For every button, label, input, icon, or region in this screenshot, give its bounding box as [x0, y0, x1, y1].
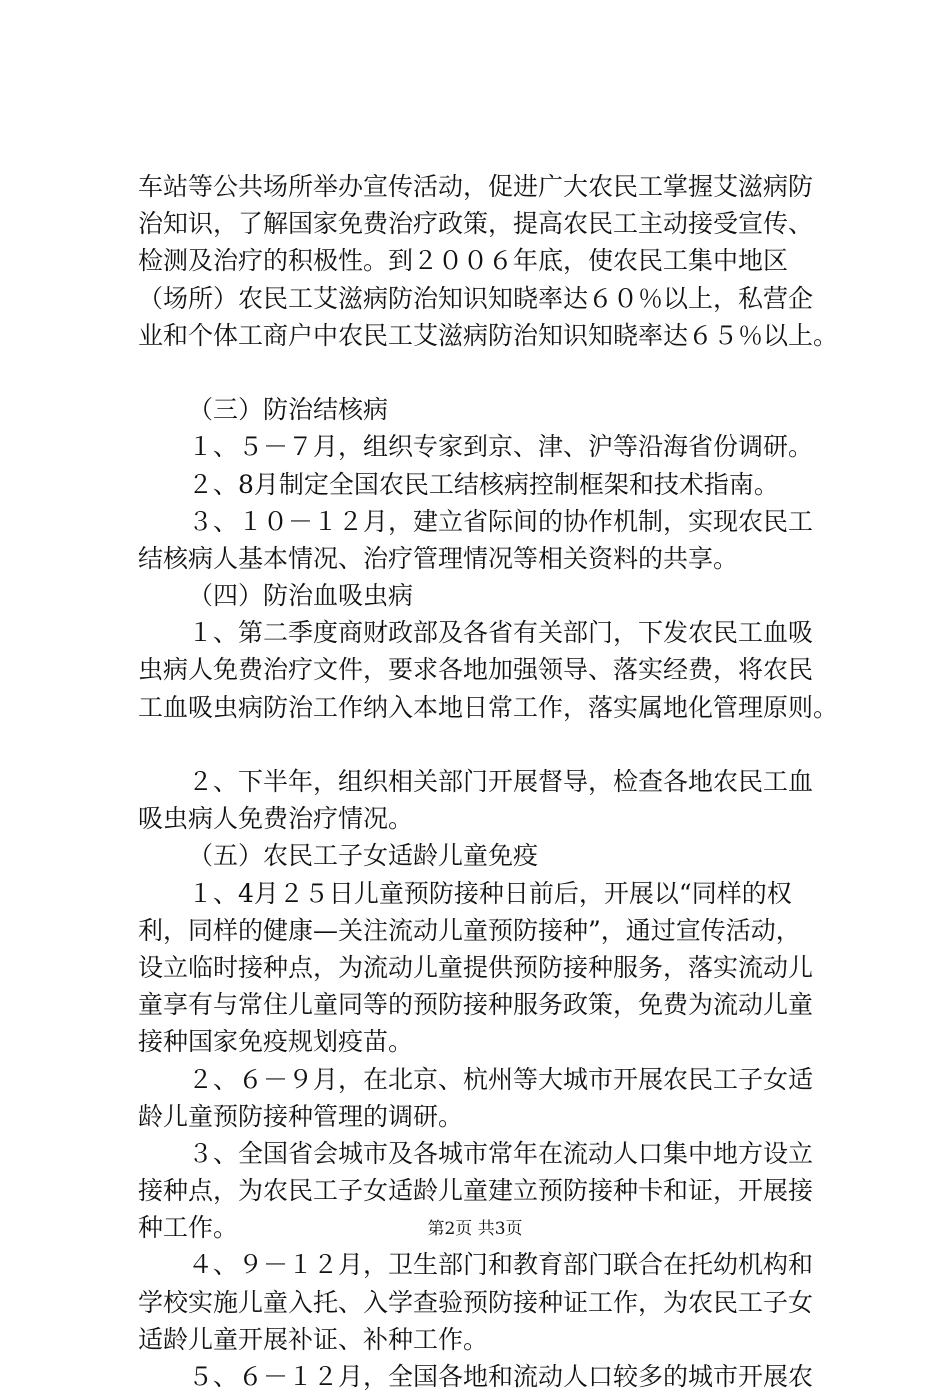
text-line: 业和个体工商户中农民工艾滋病防治知识知晓率达６５％以上。 [138, 320, 839, 350]
text-line: １、第二季度商财政部及各省有关部门，下发农民工血吸 [188, 618, 814, 648]
paragraph [138, 1061, 858, 1135]
text-line: ２、8月制定全国农民工结核病控制框架和技术指南。 [188, 469, 779, 499]
text-line: １、4月２５日儿童预防接种日前后，开展以“同样的权 [188, 878, 792, 908]
paragraph [138, 763, 858, 837]
paragraph [138, 837, 858, 874]
text-line: 种工作。 [138, 1213, 239, 1243]
text-line: 利，同样的健康—关注流动儿童预防接种”，通过宣传活动， [138, 915, 801, 945]
paragraph [138, 391, 858, 428]
text-line: 吸虫病人免费治疗情况。 [138, 804, 414, 834]
document-body [138, 168, 858, 1395]
text-line: 设立临时接种点，为流动儿童提供预防接种服务，落实流动儿 [138, 952, 814, 982]
text-line: （四）防治血吸虫病 [188, 581, 414, 611]
paragraph [138, 875, 858, 1061]
text-line: 龄儿童预防接种管理的调研。 [138, 1101, 464, 1131]
paragraph [138, 577, 858, 614]
text-line: １、５－７月，组织专家到京、津、沪等沿海省份调研。 [188, 432, 814, 462]
paragraph-gap [138, 726, 858, 763]
text-line: 检测及治疗的积极性。到２００６年底，使农民工集中地区 [138, 246, 789, 276]
text-line: ３、１０－１２月，建立省际间的协作机制，实现农民工 [188, 506, 814, 536]
text-line: 工血吸虫病防治工作纳入本地日常工作，落实属地化管理原则。 [138, 692, 839, 722]
text-line: 治知识，了解国家免费治疗政策，提高农民工主动接受宣传、 [138, 209, 814, 239]
page-footer: 第2页 共3页 [427, 1219, 523, 1239]
text-line: 接种点，为农民工子女适龄儿童建立预防接种卡和证，开展接 [138, 1176, 814, 1206]
text-line: ４、９－１２月，卫生部门和教育部门联合在托幼机构和 [188, 1250, 814, 1280]
paragraph [138, 614, 858, 726]
paragraph [138, 1246, 858, 1358]
text-line: ２、６－９月，在北京、杭州等大城市开展农民工子女适 [188, 1064, 814, 1094]
text-line: （场所）农民工艾滋病防治知识知晓率达６０％以上，私营企 [138, 283, 814, 313]
text-line: （三）防治结核病 [188, 395, 389, 425]
text-line: ２、下半年，组织相关部门开展督导，检查各地农民工血 [188, 767, 814, 796]
paragraph [138, 168, 858, 354]
paragraph-gap [138, 354, 858, 391]
text-line: 接种国家免疫规划疫苗。 [138, 1027, 414, 1057]
text-line: 学校实施儿童入托、入学查验预防接种证工作，为农民工子女 [138, 1287, 814, 1317]
text-line: （五）农民工子女适龄儿童免疫 [188, 841, 539, 871]
text-line: 车站等公共场所举办宣传活动，促进广大农民工掌握艾滋病防 [138, 172, 814, 201]
text-line: 适龄儿童开展补证、补种工作。 [138, 1324, 489, 1354]
text-line: ５、６－１２月，全国各地和流动人口较多的城市开展农 [188, 1362, 814, 1391]
text-line: ３、全国省会城市及各城市常年在流动人口集中地方设立 [188, 1138, 814, 1168]
paragraph [138, 428, 858, 465]
paragraph [138, 466, 858, 503]
text-line: 童享有与常住儿童同等的预防接种服务政策，免费为流动儿童 [138, 990, 814, 1020]
paragraph [138, 1358, 858, 1395]
text-line: 虫病人免费治疗文件，要求各地加强领导、落实经费，将农民 [138, 655, 814, 685]
paragraph [138, 503, 858, 577]
text-line: 结核病人基本情况、治疗管理情况等相关资料的共享。 [138, 543, 739, 573]
